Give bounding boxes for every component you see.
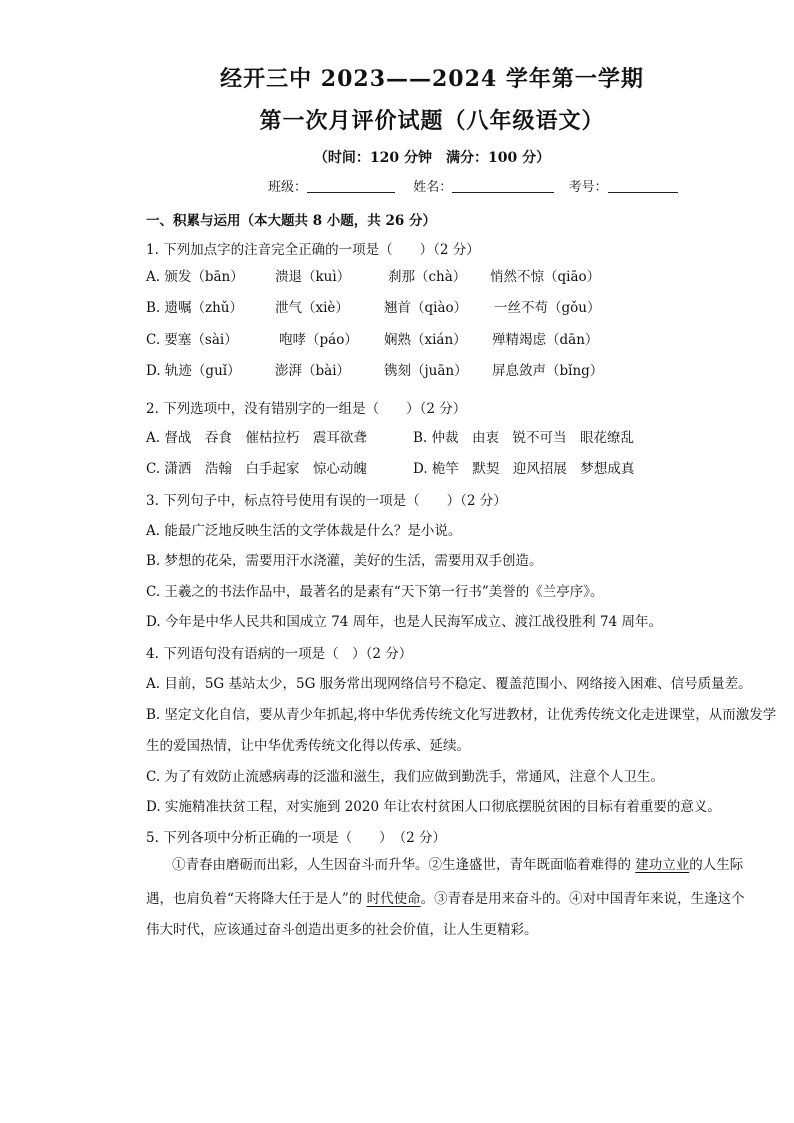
exam-title-line2: 第一次月评价试题（八年级语文） — [259, 108, 605, 134]
q1-option-c3: 娴熟（xián） — [384, 332, 467, 348]
exam-meta: （时间：120 分钟 满分：100 分） — [313, 150, 551, 166]
q3-option-b: B. 梦想的花朵，需要用汗水浇灌，美好的生活，需要用双手创造。 — [146, 553, 543, 569]
q1-option-d1: D. 轨迹（guǐ） — [146, 363, 241, 379]
q2-option-b: B. 仲裁 由衷 锐不可当 眼花缭乱 — [413, 430, 635, 446]
q5-text: ①青春由磨砺而出彩，人生因奋斗而升华。②生逢盛世，青年既面临着难得的 — [172, 857, 636, 873]
question-2-stem: 2. 下列选项中，没有错别字的一组是（ ）（2 分） — [146, 401, 467, 417]
q4-option-d: D. 实施精准扶贫工程，对实施到 2020 年让农村贫困人口彻底摆脱贫困的目标有着重要的意义。 — [146, 799, 721, 815]
exam-title-line1: 经开三中 2023——2024 学年第一学期 — [220, 66, 644, 92]
q5-underlined-term: 建功立业 — [635, 857, 690, 873]
q2-option-d: D. 桅竿 默契 迎风招展 梦想成真 — [413, 461, 635, 477]
q5-text: 遇，也肩负着“天将降大任于是人”的 — [146, 891, 367, 907]
q5-passage-line2 — [146, 887, 745, 907]
student-info-fields — [268, 176, 678, 195]
q1-option-b1: B. 遗嘱（zhǔ） — [146, 300, 244, 316]
question-1-stem: 1. 下列加点字的注音完全正确的一项是（ ）（2 分） — [146, 242, 480, 258]
q1-option-b4: 一丝不苟（gǒu） — [494, 300, 601, 316]
q5-text: 的人生际 — [689, 857, 744, 873]
q1-option-b2: 泄气（xiè） — [275, 300, 349, 316]
q4-option-b: B. 坚定文化自信，要从青少年抓起,将中华优秀传统文化写进教材，让优秀传统文化走进课堂，从而激发学 — [146, 707, 777, 723]
q1-option-d2: 澎湃（bài） — [275, 363, 351, 379]
q1-option-b3: 翘首（qiào） — [384, 300, 468, 316]
q2-option-a: A. 督战 吞食 催枯拉朽 震耳欲聋 — [146, 430, 367, 446]
name-label: 姓名： — [413, 180, 453, 195]
q5-passage-line1 — [172, 853, 743, 873]
q1-option-a1: A. 颁发（bān） — [146, 269, 244, 285]
q5-passage-line3: 伟大时代，应该通过奋斗创造出更多的社会价值，让人生更精彩。 — [146, 922, 538, 938]
q3-option-c: C. 王羲之的书法作品中，最著名的是素有“天下第一行书”美誉的《兰亭序》。 — [146, 584, 604, 600]
section-heading: 一、积累与运用（本大题共 8 小题，共 26 分） — [146, 213, 436, 229]
class-label: 班级： — [268, 180, 308, 195]
q3-option-d: D. 今年是中华人民共和国成立 74 周年，也是人民海军成立、渡江战役胜利 74 周年。 — [146, 614, 662, 630]
q1-option-c4: 殚精竭虑（dān） — [492, 332, 599, 348]
name-field[interactable] — [452, 180, 554, 193]
q4-option-a: A. 目前，5G 基站太少，5G 服务常出现网络信号不稳定、覆盖范围小、网络接入困难、信号质量差。 — [146, 676, 752, 692]
q1-option-d4: 屏息敛声（bǐng） — [492, 363, 604, 379]
q5-text: 。③青春是用来奋斗的。④对中国青年来说，生逢这个 — [420, 891, 745, 907]
q4-option-b-cont: 生的爱国热情，让中华优秀传统文化得以传承、延续。 — [146, 738, 470, 754]
question-4-stem: 4. 下列语句没有语病的一项是（ ）（2 分） — [146, 646, 413, 662]
q1-option-a4: 悄然不惊（qiāo） — [490, 269, 601, 285]
question-5-stem: 5. 下列各项中分析正确的一项是（ ） （2 分） — [146, 830, 447, 846]
q4-option-c: C. 为了有效防止流感病毒的泛滥和滋生，我们应做到勤洗手，常通风，注意个人卫生。 — [146, 769, 664, 785]
q5-underlined-term: 时代使命 — [366, 891, 421, 907]
exam-no-field[interactable] — [608, 180, 678, 193]
q3-option-a: A. 能最广泛地反映生活的文学体裁是什么？是小说。 — [146, 523, 462, 539]
q1-option-c2: 咆哮（páo） — [279, 332, 358, 348]
q1-option-a2: 溃退（kuì） — [275, 269, 351, 285]
class-field[interactable] — [307, 180, 395, 193]
q1-option-d3: 镌刻（juān） — [384, 363, 468, 379]
exam-no-label: 考号： — [568, 180, 608, 195]
question-3-stem: 3. 下列句子中，标点符号使用有误的一项是（ ）（2 分） — [146, 493, 507, 509]
q2-option-c: C. 潇洒 浩翰 白手起家 惊心动魄 — [146, 461, 367, 477]
q1-option-a3: 刹那（chà） — [388, 269, 467, 285]
q1-option-c1: C. 要塞（sài） — [146, 332, 238, 348]
